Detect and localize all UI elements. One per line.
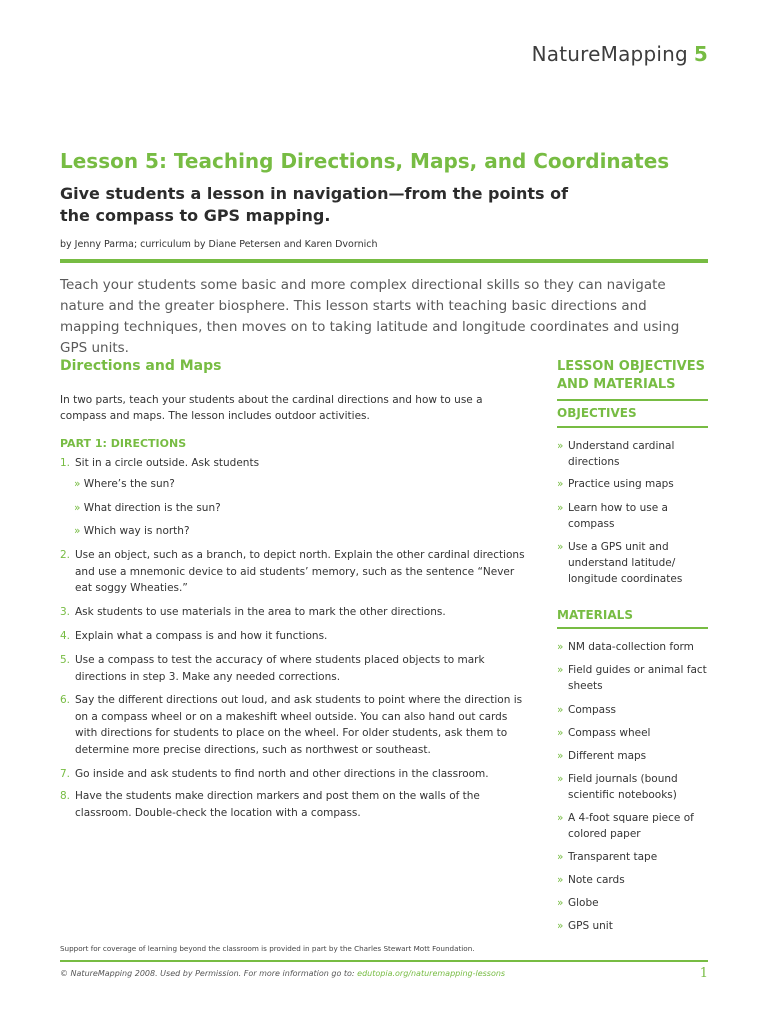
top-divider bbox=[60, 259, 708, 263]
objective-item bbox=[557, 500, 712, 532]
question-item bbox=[74, 500, 221, 516]
material-item bbox=[557, 725, 712, 741]
step-number: 1. bbox=[60, 457, 71, 469]
page-number: 1 bbox=[699, 966, 708, 981]
question-item bbox=[74, 523, 190, 539]
step-number: 8. bbox=[60, 790, 71, 802]
step-text: Explain what a compass is and how it functions. bbox=[75, 630, 328, 642]
step-number: 2. bbox=[60, 549, 71, 561]
chevron-right-icon: » bbox=[557, 664, 564, 676]
objective-item bbox=[557, 539, 712, 587]
material-text: Field journals (bound scientific notebooks) bbox=[568, 773, 678, 801]
step-number: 7. bbox=[60, 768, 71, 780]
step-number: 5. bbox=[60, 654, 71, 666]
chevron-right-icon: » bbox=[557, 502, 564, 514]
intro-paragraph: Teach your students some basic and more complex directional skills so they can navigate nature and the greater biosphere. This lesson starts with teaching basic directions and mapping techniques, then moves on to taking latitude and longitude coordinates and using GPS units. bbox=[60, 277, 680, 356]
question-text: What direction is the sun? bbox=[83, 502, 221, 514]
copyright-line bbox=[60, 969, 505, 978]
material-item bbox=[557, 662, 712, 694]
edutopia-link[interactable]: edutopia.org/naturemapping-lessons bbox=[357, 969, 506, 978]
chevron-right-icon: » bbox=[557, 541, 564, 553]
material-text: Globe bbox=[568, 897, 599, 909]
chevron-right-icon: » bbox=[557, 750, 564, 762]
step-3 bbox=[60, 604, 530, 621]
question-text: Where’s the sun? bbox=[83, 478, 175, 490]
step-text: Go inside and ask students to find north and other directions in the classroom. bbox=[75, 768, 489, 780]
objective-item bbox=[557, 438, 712, 470]
objective-item bbox=[557, 476, 712, 492]
objective-text: Understand cardinal directions bbox=[568, 440, 675, 468]
step-text: Have the students make direction markers and post them on the walls of the classroom. Double-check the location with a compass. bbox=[75, 790, 480, 819]
step-2 bbox=[60, 547, 530, 597]
objective-text: Learn how to use a compass bbox=[568, 502, 668, 530]
question-text: Which way is north? bbox=[83, 525, 190, 537]
issue-number: 5 bbox=[693, 42, 708, 66]
chevron-right-icon: » bbox=[74, 502, 84, 514]
material-item bbox=[557, 748, 712, 764]
material-text: GPS unit bbox=[568, 920, 613, 932]
support-footnote: Support for coverage of learning beyond the classroom is provided in part by the Charles Stewart Mott Foundation. bbox=[60, 944, 475, 953]
material-item bbox=[557, 639, 712, 655]
section-heading: Directions and Maps bbox=[60, 358, 222, 374]
chevron-right-icon: » bbox=[557, 851, 564, 863]
material-text: NM data-collection form bbox=[568, 641, 694, 653]
chevron-right-icon: » bbox=[557, 920, 564, 932]
material-text: Note cards bbox=[568, 874, 625, 886]
chevron-right-icon: » bbox=[557, 478, 564, 490]
objective-text: Use a GPS unit and understand latitude/ longitude coordinates bbox=[568, 541, 683, 585]
chevron-right-icon: » bbox=[557, 773, 564, 785]
material-text: Compass wheel bbox=[568, 727, 651, 739]
header-brand bbox=[532, 42, 708, 66]
part-heading: PART 1: DIRECTIONS bbox=[60, 437, 187, 450]
sidebar-divider bbox=[557, 627, 708, 629]
step-4 bbox=[60, 628, 530, 645]
material-item bbox=[557, 849, 712, 865]
material-item bbox=[557, 810, 712, 842]
chevron-right-icon: » bbox=[557, 897, 564, 909]
chevron-right-icon: » bbox=[74, 525, 84, 537]
chevron-right-icon: » bbox=[557, 440, 564, 452]
material-item bbox=[557, 771, 712, 803]
step-number: 3. bbox=[60, 606, 71, 618]
step-text: Use an object, such as a branch, to depict north. Explain the other cardinal directions and use a mnemonic device to aid students’ memory, such as the sentence “Never eat soggy Wheaties.” bbox=[75, 549, 525, 594]
copyright-text: © NatureMapping 2008. Used by Permission. For more information go to: bbox=[60, 969, 358, 978]
step-number: 6. bbox=[60, 694, 71, 706]
step-text: Ask students to use materials in the area to mark the other directions. bbox=[75, 606, 446, 618]
lesson-title: Lesson 5: Teaching Directions, Maps, and Coordinates bbox=[60, 149, 670, 173]
step-5 bbox=[60, 652, 530, 685]
step-6 bbox=[60, 692, 530, 758]
byline: by Jenny Parma; curriculum by Diane Petersen and Karen Dvornich bbox=[60, 239, 378, 250]
step-text: Say the different directions out loud, and ask students to point where the direction is on a compass wheel or on a makeshift wheel outside. You can also hand out cards with directions for students to place on the wheel. For older students, ask them to determine more precise directions, such as northwest or southeast. bbox=[75, 694, 523, 756]
material-item bbox=[557, 918, 712, 934]
step-text: Use a compass to test the accuracy of where students placed objects to mark directions in step 3. Make any needed corrections. bbox=[75, 654, 485, 683]
step-number: 4. bbox=[60, 630, 71, 642]
step-7 bbox=[60, 766, 530, 783]
section-intro: In two parts, teach your students about the cardinal directions and how to use a compass and maps. The lesson includes outdoor activities. bbox=[60, 394, 483, 422]
material-text: Compass bbox=[568, 704, 617, 716]
sidebar-heading: LESSON OBJECTIVES AND MATERIALS bbox=[557, 359, 705, 392]
material-item bbox=[557, 872, 712, 888]
material-text: Different maps bbox=[568, 750, 647, 762]
brand-name: NatureMapping bbox=[531, 42, 688, 66]
chevron-right-icon: » bbox=[557, 641, 564, 653]
sidebar-divider bbox=[557, 426, 708, 428]
objective-text: Practice using maps bbox=[568, 478, 674, 490]
step-1 bbox=[60, 455, 530, 472]
sidebar-divider bbox=[557, 399, 708, 401]
material-text: Field guides or animal fact sheets bbox=[568, 664, 707, 692]
material-item bbox=[557, 702, 712, 718]
materials-heading: MATERIALS bbox=[557, 608, 633, 622]
lesson-subtitle: Give students a lesson in navigation—from the points of the compass to GPS mapping. bbox=[60, 184, 569, 225]
material-item bbox=[557, 895, 712, 911]
chevron-right-icon: » bbox=[557, 812, 564, 824]
step-8 bbox=[60, 788, 530, 821]
chevron-right-icon: » bbox=[74, 478, 84, 490]
bottom-divider bbox=[60, 960, 708, 962]
objectives-heading: OBJECTIVES bbox=[557, 406, 637, 420]
chevron-right-icon: » bbox=[557, 704, 564, 716]
material-text: A 4-foot square piece of colored paper bbox=[568, 812, 694, 840]
question-item bbox=[74, 476, 175, 492]
chevron-right-icon: » bbox=[557, 874, 564, 886]
chevron-right-icon: » bbox=[557, 727, 564, 739]
step-text: Sit in a circle outside. Ask students bbox=[75, 457, 260, 469]
material-text: Transparent tape bbox=[568, 851, 658, 863]
